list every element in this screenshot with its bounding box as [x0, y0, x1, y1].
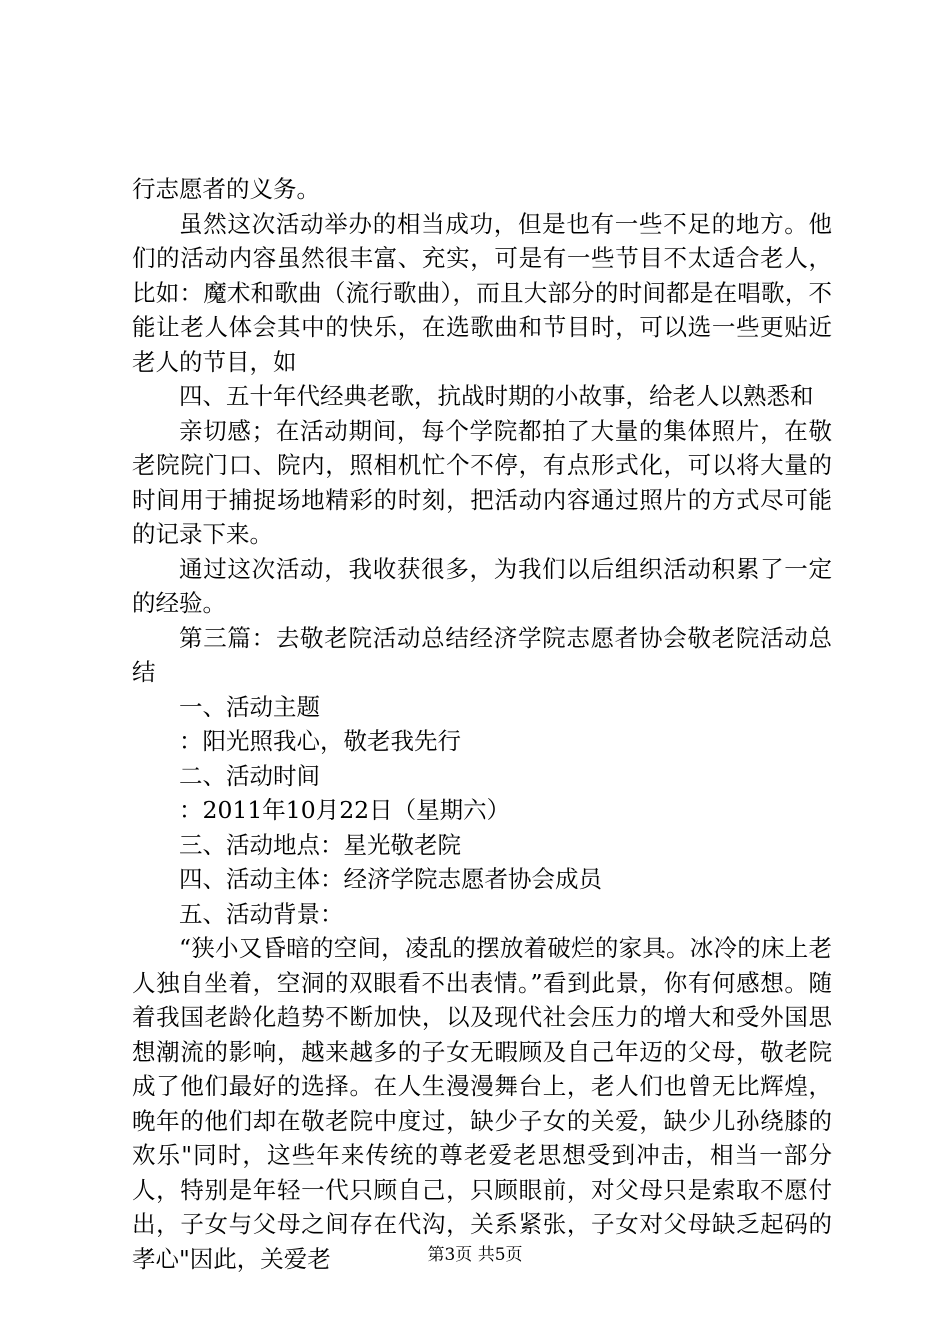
item-theme-heading: 一、活动主题: [179, 692, 320, 721]
item-time-value: ：2011年10月22日（星期六）: [179, 796, 511, 824]
item-participants: 四、活动主体：经济学院志愿者协会成员: [179, 865, 602, 893]
item-location: 三、活动地点：星光敬老院: [179, 830, 461, 859]
paragraph-2: 虽然这次活动举办的相当成功，但是也有一些不足的地方。他们的活动内容虽然很丰富、充实，可是有一些节目不太适合老人，比如：魔术和歌曲（流行歌曲），而且大部分的时间都是在唱歌，不能让老人体会其中的快乐，在选歌曲和节目时，可以选一些更贴近老人的节目，如: [132, 209, 832, 376]
paragraph-1: 行志愿者的义务。: [132, 175, 320, 203]
section-heading-3: 第三篇：去敬老院活动总结经济学院志愿者协会敬老院活动总结: [132, 623, 832, 686]
paragraph-5: 通过这次活动，我收获很多，为我们以后组织活动积累了一定的经验。: [132, 554, 832, 617]
item-background-heading: 五、活动背景：: [179, 899, 344, 928]
background-paragraph: “狭小又昏暗的空间，凌乱的摆放着破烂的家具。冰冷的床上老人独自坐着，空洞的双眼看不出表情。”看到此景，你有何感想。随着我国老龄化趋势不断加快，以及现代社会压力的增大和受外国思想潮流的影响，越来越多的子女无暇顾及自己年迈的父母，敬老院成了他们最好的选择。在人生漫漫舞台上，老人们也曾无比辉煌，晚年的他们却在敬老院中度过，缺少子女的关爱，缺少儿孙绕膝的欢乐"同时，这些年来传统的尊老爱老思想受到冲击，相当一部分人，特别是年轻一代只顾自己，只顾眼前，对父母只是索取不愿付出，子女与父母之间存在代沟，关系紧张，子女对父母缺乏起码的孝心"因此，关爱老: [132, 934, 832, 1273]
paragraph-4: 亲切感；在活动期间，每个学院都拍了大量的集体照片，在敬老院院门口、院内，照相机忙个不停，有点形式化，可以将大量的时间用于捕捉场地精彩的时刻，把活动内容通过照片的方式尽可能的记录下来。: [132, 416, 832, 548]
document-body: [132, 172, 832, 1276]
paragraph-3: 四、五十年代经典老歌，抗战时期的小故事，给老人以熟悉和: [179, 382, 814, 410]
item-theme-value: ：阳光照我心，敬老我先行: [179, 727, 461, 755]
page-number-footer: 第3页 共5页: [427, 1245, 523, 1265]
item-time-heading: 二、活动时间: [179, 761, 320, 790]
